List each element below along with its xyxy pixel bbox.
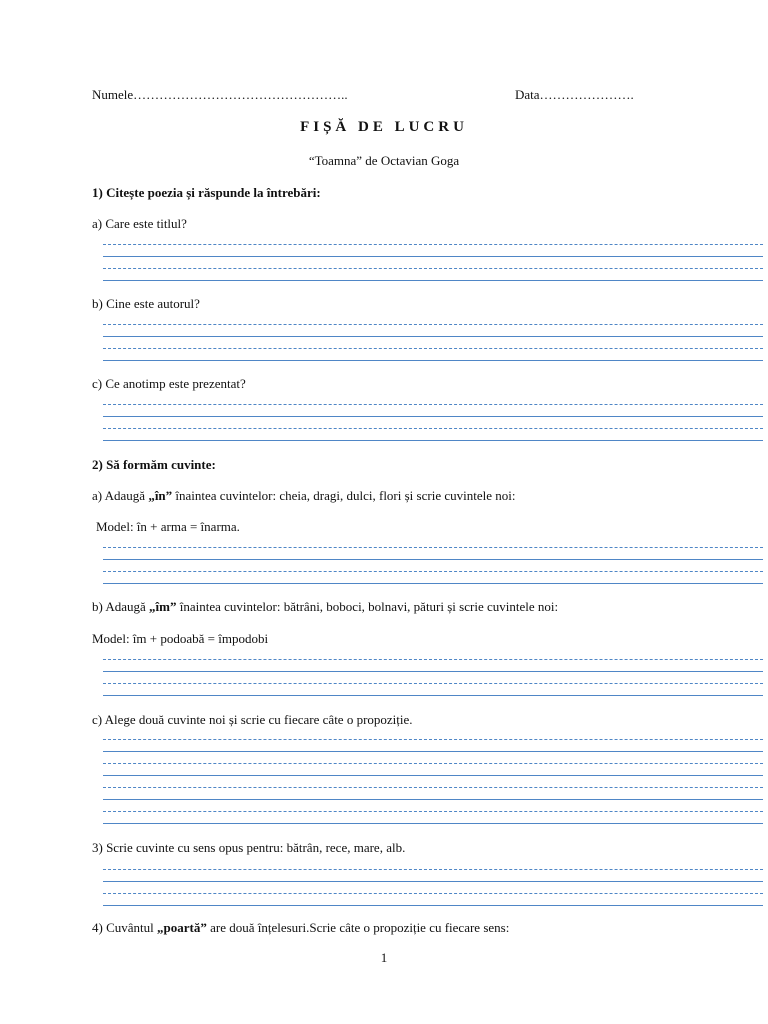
answer-lines-a xyxy=(103,244,763,292)
word-poarta: „poartă” xyxy=(157,920,207,935)
question-b-author: b) Cine este autorul? xyxy=(92,296,200,311)
answer-lines-3 xyxy=(103,869,763,917)
answer-lines-b xyxy=(103,324,763,372)
exercise-4: 4) Cuvântul „poartă” are două înțelesuri.Scrie câte o propoziție cu fiecare sens: xyxy=(92,920,510,935)
answer-lines-2c xyxy=(103,739,763,835)
model-2a: Model: în + arma = înarma. xyxy=(96,519,240,534)
page-number: 1 xyxy=(380,950,388,965)
question-a-title: a) Care este titlul? xyxy=(92,216,187,231)
answer-lines-c xyxy=(103,404,763,452)
name-dots: ………………………………………….. xyxy=(133,87,348,102)
section2-heading: 2) Să formăm cuvinte: xyxy=(92,457,216,472)
exercise-2b: b) Adaugă „îm” înaintea cuvintelor: bătrâni, boboci, bolnavi, pături și scrie cuvintele noi: xyxy=(92,599,559,614)
question-c-season: c) Ce anotimp este prezentat? xyxy=(92,376,246,391)
worksheet-title: FIȘĂ DE LUCRU xyxy=(300,119,468,135)
exercise-2a: a) Adaugă „în” înaintea cuvintelor: cheia, dragi, dulci, flori și scrie cuvintele noi: xyxy=(92,488,516,503)
answer-lines-2b xyxy=(103,659,763,707)
name-field xyxy=(92,87,348,103)
answer-lines-2a xyxy=(103,547,763,595)
prefix-im: „îm” xyxy=(149,599,177,614)
date-dots: …………………. xyxy=(539,87,634,102)
worksheet-subtitle: “Toamna” de Octavian Goga xyxy=(308,153,460,168)
exercise-3: 3) Scrie cuvinte cu sens opus pentru: bătrân, rece, mare, alb. xyxy=(92,840,406,855)
date-field xyxy=(515,87,634,103)
name-label: Numele xyxy=(92,87,134,102)
model-2b: Model: îm + podoabă = împodobi xyxy=(92,631,269,646)
prefix-in: „în” xyxy=(148,488,173,503)
exercise-2c: c) Alege două cuvinte noi și scrie cu fiecare câte o propoziție. xyxy=(92,712,413,727)
date-label: Data xyxy=(515,87,540,102)
section1-heading: 1) Citește poezia și răspunde la întrebări: xyxy=(92,185,321,200)
